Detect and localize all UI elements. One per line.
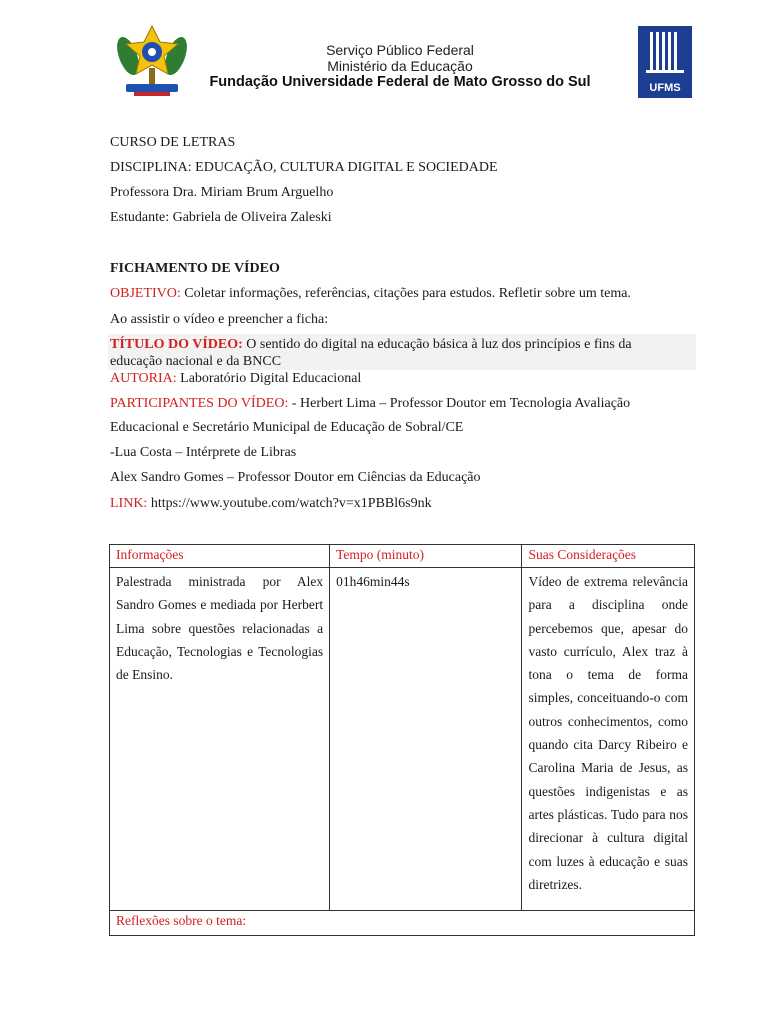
link-url[interactable]: https://www.youtube.com/watch?v=x1PBBl6s9nk <box>147 496 432 511</box>
discipline: DISCIPLINA: EDUCAÇÃO, CULTURA DIGITAL E SOCIEDADE <box>110 160 498 175</box>
objective-text: Coletar informações, referências, citações para estudos. Refletir sobre um tema. <box>180 286 631 301</box>
header-consideracoes: Suas Considerações <box>522 545 695 568</box>
participant-lua: -Lua Costa – Intérprete de Libras <box>110 445 297 460</box>
header-tempo: Tempo (minuto) <box>330 545 522 568</box>
header-institution: Fundação Universidade Federal de Mato Grosso do Sul <box>209 74 591 90</box>
header-informacoes: Informações <box>110 545 330 568</box>
video-title-label: TÍTULO DO VÍDEO: <box>110 337 243 352</box>
participants-text-1: - Herbert Lima – Professor Doutor em Tecnologia Avaliação <box>288 396 631 411</box>
video-title-text-1: O sentido do digital na educação básica à luz dos princípios e fins da <box>242 337 632 352</box>
cell-reflexoes: Reflexões sobre o tema: <box>110 911 695 936</box>
video-title-text-2: educação nacional e da BNCC <box>110 354 282 369</box>
participants-label: PARTICIPANTES DO VÍDEO: <box>110 396 289 411</box>
participants <box>110 396 630 412</box>
ufms-logo-text: UFMS <box>649 82 681 94</box>
header-line-2: Ministério da Educação <box>327 58 473 74</box>
professor: Professora Dra. Miriam Brum Arguelho <box>110 185 334 200</box>
authorship <box>110 371 361 387</box>
student: Estudante: Gabriela de Oliveira Zaleski <box>110 210 332 225</box>
cell-tempo: 01h46min44s <box>330 568 522 911</box>
cell-consideracoes: Vídeo de extrema relevância para a disciplina onde percebemos que, apesar do vasto currículo, Alex traz à tona o tema de forma simples, conceituando-o com outros conhecimentos, como quando cita Darcy Ribeiro e Carolina Maria de Jesus, as questões indigenistas e as artes plásticas. Tudo para nos direcionar à cultura digital com luzes à educação e suas diretrizes. <box>522 568 695 911</box>
fichamento-table <box>109 544 695 936</box>
table-row <box>110 568 695 911</box>
section-heading: FICHAMENTO DE VÍDEO <box>110 261 280 276</box>
cell-informacoes: Palestrada ministrada por Alex Sandro Gomes e mediada por Herbert Lima sobre questões relacionadas a Educação, Tecnologias e Tecnologias de Ensino. <box>110 568 330 911</box>
header-line-1: Serviço Público Federal <box>326 42 474 58</box>
table-header-row <box>110 545 695 568</box>
instruction: Ao assistir o vídeo e preencher a ficha: <box>110 312 329 327</box>
participants-line-2: Educacional e Secretário Municipal de Educação de Sobral/CE <box>110 420 464 435</box>
ufms-logo <box>638 26 692 98</box>
ufms-building-icon <box>638 26 692 80</box>
brazil-coat-of-arms-icon <box>116 24 188 100</box>
link-label: LINK: <box>110 496 148 511</box>
authorship-label: AUTORIA: <box>110 371 177 386</box>
table-reflexoes-row <box>110 911 695 936</box>
objective-label: OBJETIVO: <box>110 286 181 301</box>
authorship-text: Laboratório Digital Educacional <box>176 371 362 386</box>
participant-alex: Alex Sandro Gomes – Professor Doutor em Ciências da Educação <box>110 470 481 485</box>
video-link <box>110 496 432 512</box>
course-name: CURSO DE LETRAS <box>110 135 236 150</box>
letterhead <box>0 0 768 110</box>
objective <box>110 286 631 302</box>
video-title <box>110 336 632 370</box>
